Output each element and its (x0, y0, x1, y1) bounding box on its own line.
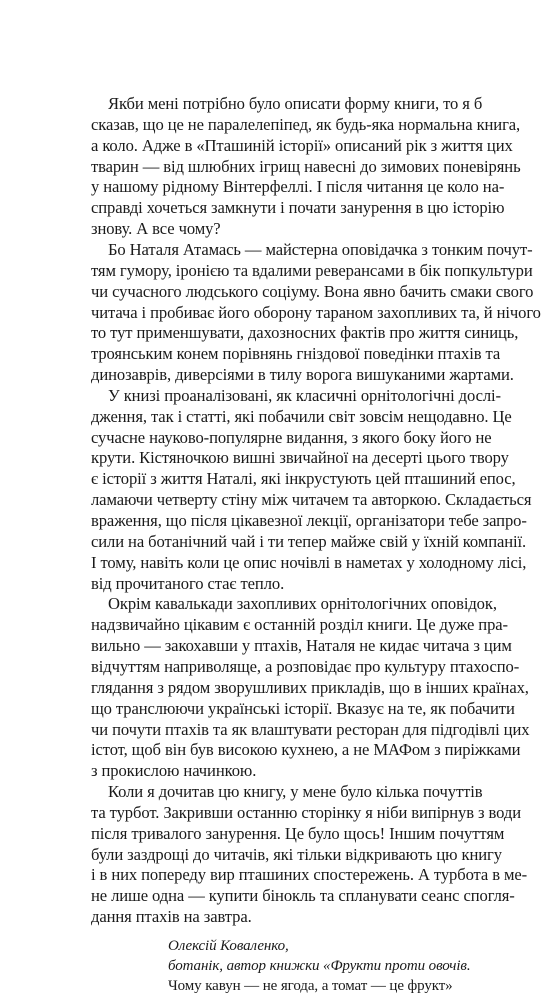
text-line: сказав, що це не паралелепіпед, як будь-яка нормальна книга, (91, 114, 521, 134)
text-line: троянським конем порівнянь гніздової поведінки птахів та (91, 344, 501, 364)
text-line: Бо Наталя Атамась — майстерна оповідачка з тонким почут- (108, 239, 533, 259)
text-line: дження, так і статті, які побачили світ зовсім нещодавно. Це (91, 406, 512, 426)
signature-name: Олексій Коваленко, (168, 938, 289, 954)
text-line: глядання з рядом зворушливих прикладів, що в інших країнах, (91, 677, 529, 697)
text-line: чи сучасного людського соціуму. Вона явно бачить смаки свого (91, 281, 534, 301)
text-line: враження, що після цікавезної лекції, організатори тебе запро- (91, 511, 527, 530)
text-line: ламаючи четверту стіну між читачем та авторкою. Складається (91, 490, 532, 510)
text-line: читача і пробиває його оборону тараном захопливих та, й нічого (91, 302, 541, 322)
text-line: що транслюючи українські історії. Вказує на те, як побачити (91, 698, 515, 718)
text-line: надзвичайно цікавим є останній розділ книги. Це дуже пра- (91, 615, 508, 635)
text-line: вильно — закохавши у птахів, Наталя не кидає читача з цим (91, 636, 512, 656)
text-line: істот, щоб він був високою кухнею, а не МАФом з пиріжками (91, 740, 521, 760)
text-line: У книзі проаналізовані, як класичні орнітологічні дослі- (108, 385, 501, 405)
text-line: є історії з життя Наталі, які інкрустують цей пташиний епос, (91, 469, 516, 489)
text-line: крути. Кістяночкою вишні звичайної на десерті цього твору (91, 448, 509, 468)
text-line: та турбот. Закривши останню сторінку я ніби випірнув з води (91, 802, 522, 822)
text-line: сучасне науково-популярне видання, з якого боку його не (91, 427, 492, 447)
text-line: Коли я дочитав цю книгу, у мене було кілька почуттів (108, 782, 483, 802)
text-line: чи почути птахів та як влаштувати ресторан для підгодівлі цих (91, 719, 530, 739)
text-line: не лише одна — купити бінокль та спланувати сеанс спогля- (91, 886, 515, 906)
text-line: від прочитаного стає тепло. (91, 573, 285, 593)
text-line: тям гумору, іронією та вдалими реверансами в бік попкультури (91, 260, 533, 280)
text-line: сили на ботанічний чай і ти тепер майже свій у їхній компанії. (91, 531, 527, 551)
text-line: справді хочеться замкнути і почати занурення в цю історію (91, 198, 505, 218)
text-line: а коло. Адже в «Пташиній історії» описаний рік з життя цих (91, 135, 513, 155)
text-line: І тому, навіть коли це опис ночівлі в наметах у холодному лісі, (91, 552, 527, 572)
text-line: Якби мені потрібно було описати форму книги, то я б (108, 94, 483, 113)
text-line: тварин — від шлюбних ігрищ навесні до зимових поневірянь (91, 156, 521, 176)
text-line: були заздрощі до читачів, які тільки відкривають цю книгу (91, 844, 502, 864)
text-line: у нашому рідному Вінтерфеллі. І після читання це коло на- (91, 177, 505, 197)
signature-title-cont: Чому кавун — не ягода, а томат — це фрукт» (168, 978, 453, 994)
text-line: і в них попереду вир пташиних спостережень. А турбота в ме- (91, 865, 528, 885)
signature-title: ботанік, автор книжки «Фрукти проти овочів. (168, 958, 471, 974)
text-line: дання птахів на завтра. (91, 907, 252, 927)
text-line: динозаврів, диверсіями в тилу ворога вишуканими жартами. (91, 365, 514, 385)
text-line: після тривалого занурення. Це було щось! Іншим почуттям (91, 823, 505, 843)
text-line: Окрім кавалькади захопливих орнітологічних оповідок, (108, 594, 497, 614)
text-line: знову. А все чому? (91, 219, 221, 239)
text-line: відчуттям наприволяще, а розповідає про культуру птахоспо- (91, 656, 520, 676)
text-line: то тут применшувати, дахозносних фактів про життя синиць, (91, 323, 519, 343)
text-line: з прокислою начинкою. (91, 761, 257, 781)
